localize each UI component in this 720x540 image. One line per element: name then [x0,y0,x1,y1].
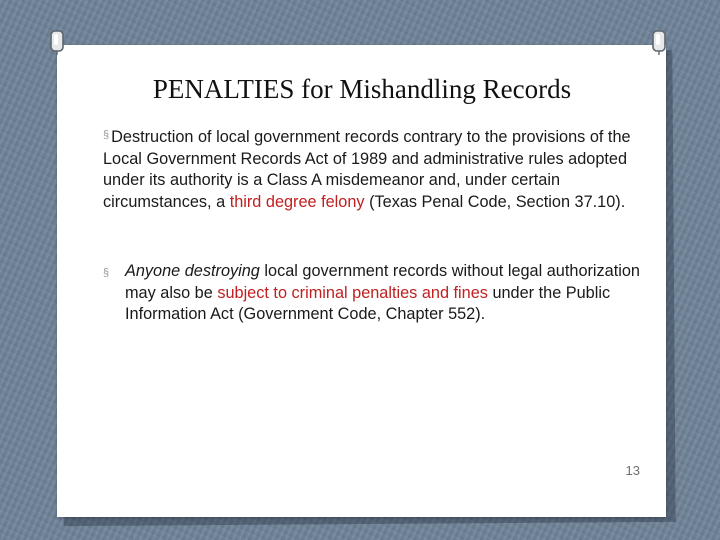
thumbtack-icon [650,30,668,56]
paragraph-1-text-b: (Texas Penal Code, Section 37.10). [364,192,626,211]
bullet-icon: § [103,267,110,279]
bullet-icon: § [103,129,110,141]
paragraph-2-text-a: local government records without legal authorization may also be [125,262,640,302]
paragraph-unauthorized [125,261,650,326]
paragraph-1-text-a: Destruction of local government records contrary to the provisions of the Local Government Records Act of 1989 and administrative rules adopted under its authority is a Class A misdemeanor and, under certain circumstances, a [103,128,631,211]
paragraph-2-highlight: subject to criminal penalties and fines [217,283,488,302]
paragraph-1-highlight: third degree felony [229,192,365,211]
slide-number: 13 [625,463,640,478]
paragraph-2-italic: Anyone destroying [125,262,260,280]
paragraph-2-text-b: under the Public Information Act (Government Code, Chapter 552). [125,283,611,324]
slide-title: PENALTIES for Mishandling Records [152,74,572,104]
thumbtack-icon [48,30,66,56]
paragraph-destruction [103,127,648,213]
